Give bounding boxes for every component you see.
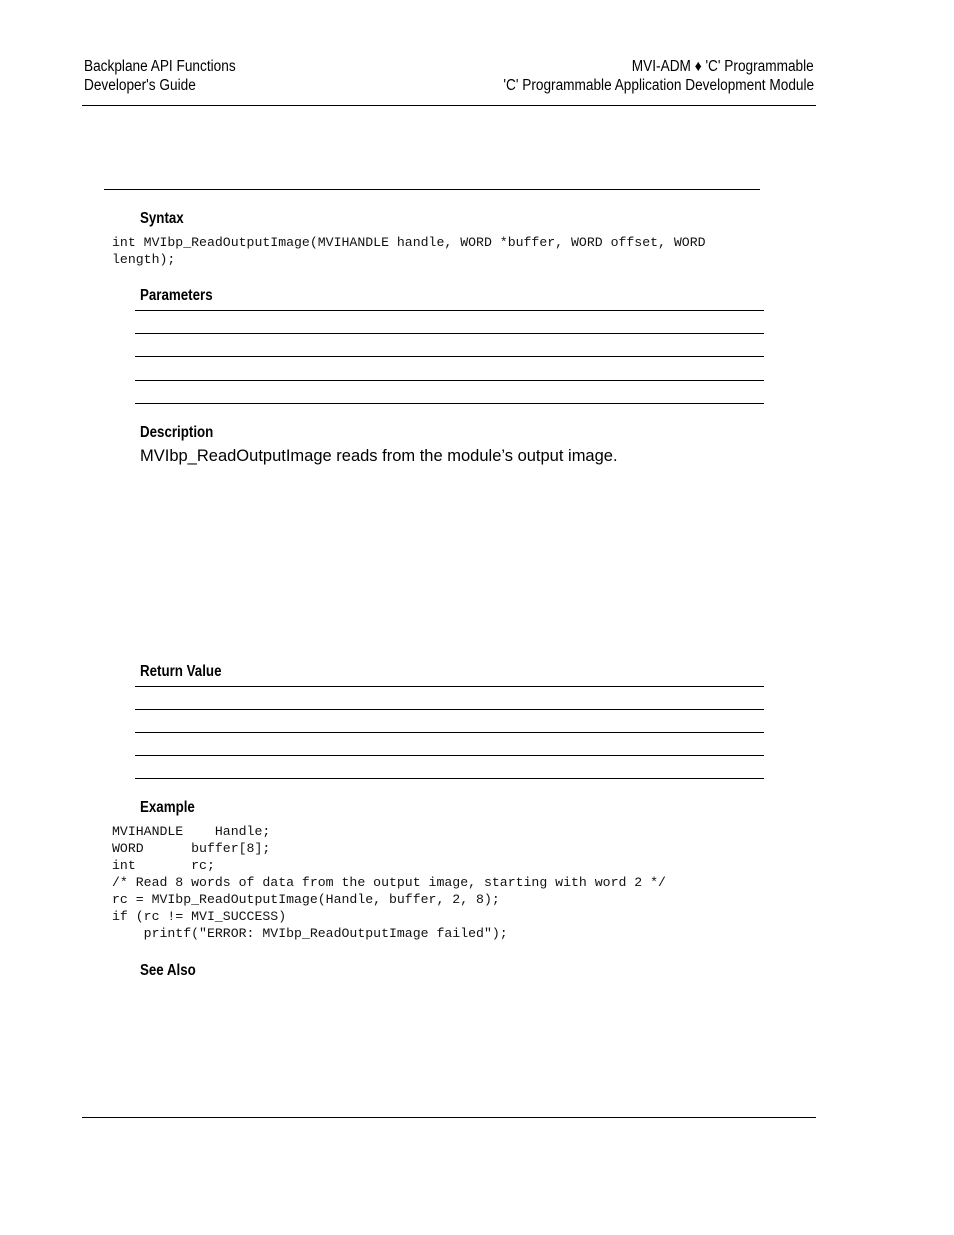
footer-rule (82, 1117, 816, 1118)
header-left-subtitle: Developer's Guide (84, 77, 196, 94)
syntax-code: int MVIbp_ReadOutputImage(MVIHANDLE handle, WORD *buffer, WORD offset, WORD length); (112, 235, 706, 267)
description-heading: Description (140, 424, 214, 441)
parameters-heading: Parameters (140, 287, 213, 304)
function-title-rule (104, 189, 760, 190)
header-right-subtitle: 'C' Programmable Application Development Module (503, 77, 814, 94)
parameters-table-rule (135, 380, 764, 381)
parameters-table-rule (135, 403, 764, 404)
header-left-title: Backplane API Functions (84, 58, 236, 75)
see-also-heading: See Also (140, 962, 196, 979)
return-value-table-rule (135, 709, 764, 710)
header-right-title: MVI-ADM ♦ 'C' Programmable (632, 58, 814, 75)
syntax-heading: Syntax (140, 210, 184, 227)
example-heading: Example (140, 799, 195, 816)
parameters-table-rule (135, 333, 764, 334)
return-value-table-rule (135, 686, 764, 687)
header-rule (82, 105, 816, 106)
return-value-table-rule (135, 755, 764, 756)
example-code: MVIHANDLE Handle; WORD buffer[8]; int rc; /* Read 8 words of data from the output image, starting with word 2 */ rc = MVIbp_ReadOutputImage(Handle, buffer, 2, 8); if (rc != MVI_SUCCESS) printf("ERROR: MVIbp_ReadOutputImage failed"); (112, 824, 666, 941)
return-value-heading: Return Value (140, 663, 222, 680)
description-text: MVIbp_ReadOutputImage reads from the module’s output image. (140, 447, 618, 465)
parameters-table-rule (135, 310, 764, 311)
parameters-table-rule (135, 356, 764, 357)
return-value-table-rule (135, 778, 764, 779)
return-value-table-rule (135, 732, 764, 733)
